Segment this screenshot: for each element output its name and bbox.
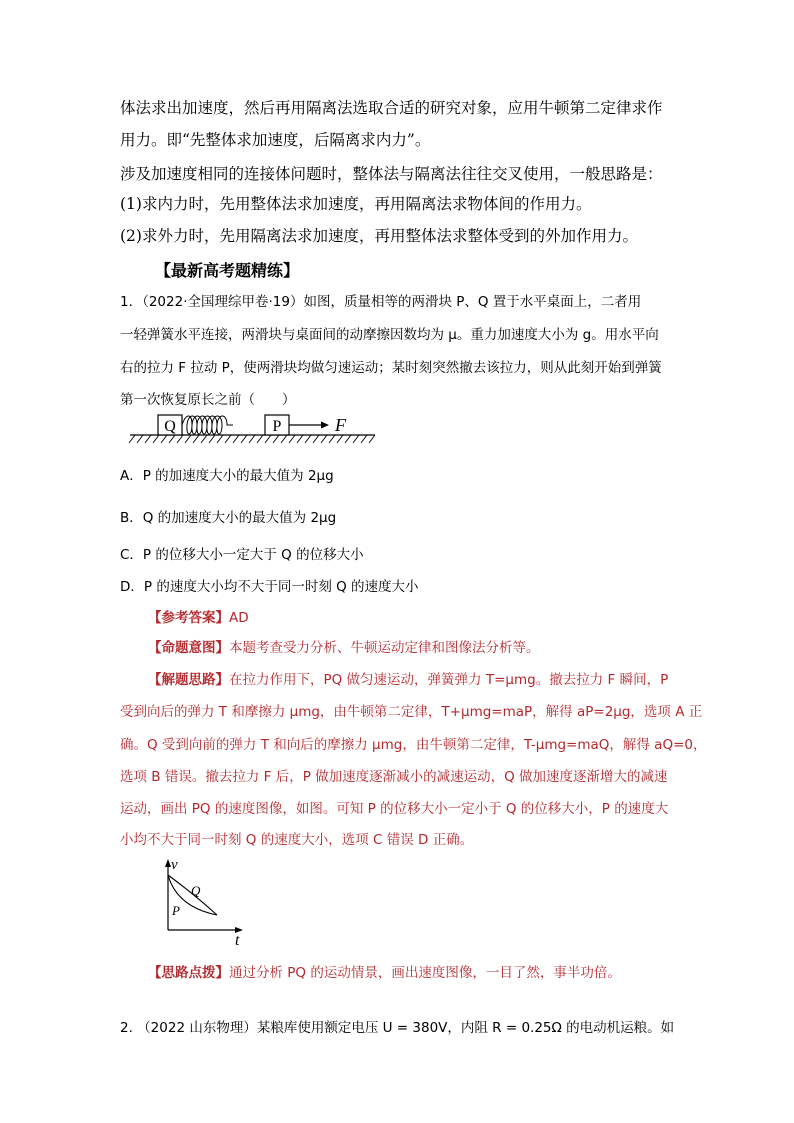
- solution-line: 【解题思路】在拉力作用下，PQ 做匀速运动，弹簧弹力 T=μmg。撤去拉力 F 瞬间，P: [148, 672, 669, 688]
- intent-line: [148, 636, 540, 656]
- solution-line: 确。Q 受到向前的弹力 T 和向后的摩擦力 μmg，由牛顿第二定律，T-μmg=maQ，解得 aQ=0，: [120, 737, 707, 753]
- question-line: 1．（2022·全国理综甲卷·19）如图，质量相等的两滑块 P、Q 置于水平桌面上，二者用: [120, 294, 642, 310]
- block-p-label: P: [272, 418, 282, 435]
- solution-line: 选项 B 错误。撤去拉力 F 后，P 做加速度逐渐减小的减速运动，Q 做加速度逐渐增大的减速: [120, 769, 668, 785]
- curve-label-p: P: [172, 903, 180, 918]
- text-line: 涉及加速度相同的连接体问题时，整体法与隔离法往往交叉使用，一般思路是：: [120, 165, 663, 183]
- option-b: B．Q 的加速度大小的最大值为 2μg: [120, 510, 337, 526]
- question-line: 第一次恢复原长之前（ ）: [120, 392, 296, 408]
- velocity-time-graph: [155, 855, 265, 945]
- spring-block-figure: [125, 412, 385, 452]
- text-line: (1)求内力时，先用整体法求加速度，再用隔离法求物体间的作用力。: [120, 195, 592, 213]
- tip-line: [148, 961, 621, 981]
- intent-tag: 【命题意图】: [148, 640, 229, 656]
- question-line: 右的拉力 F 拉动 P，使两滑块均做匀速运动；某时刻突然撤去该拉力，则从此刻开始到弹簧: [120, 360, 662, 376]
- force-label: F: [335, 415, 346, 435]
- option-a: A．P 的加速度大小的最大值为 2μg: [120, 468, 334, 484]
- solution-line: 受到向后的弹力 T 和摩擦力 μmg，由牛顿第二定律，T+μmg=maP，解得 aP=2μg，选项 A 正: [120, 704, 703, 720]
- option-d: D．P 的速度大小均不大于同一时刻 Q 的速度大小: [120, 579, 419, 595]
- spring: [182, 416, 233, 434]
- question-2-line: 2. （2022 山东物理）某粮库使用额定电压 U = 380V，内阻 R = 0.25Ω 的电动机运粮。如: [120, 1020, 675, 1036]
- answer-text: AD: [229, 610, 249, 626]
- solution-line: 小均不大于同一时刻 Q 的速度大小，选项 C 错误 D 正确。: [120, 832, 474, 848]
- text-line: 体法求出加速度，然后再用隔离法选取合适的研究对象，应用牛顿第二定律求作: [120, 99, 663, 117]
- axis-label-t: t: [235, 932, 240, 945]
- option-c: C．P 的位移大小一定大于 Q 的位移大小: [120, 547, 364, 563]
- answer-line: [148, 606, 249, 626]
- block-q-label: Q: [164, 418, 176, 435]
- axis-label-v: v: [171, 857, 178, 873]
- curve-label-q: Q: [191, 883, 201, 898]
- solution-line: 运动，画出 PQ 的速度图像，如图。可知 P 的位移大小一定小于 Q 的位移大小，P 的速度大: [120, 801, 669, 817]
- question-line: 一轻弹簧水平连接，两滑块与桌面间的动摩擦因数均为 μ。重力加速度大小为 g。用水平向: [120, 327, 659, 343]
- tip-tag: 【思路点拨】: [148, 965, 229, 981]
- answer-tag: 【参考答案】: [148, 610, 229, 626]
- solution-tag: 【解题思路】: [148, 672, 229, 688]
- tip-text: 通过分析 PQ 的运动情景，画出速度图像，一目了然，事半功倍。: [229, 965, 621, 981]
- section-heading: 【最新高考题精练】: [155, 261, 300, 280]
- text-line: 用力。即“先整体求加速度，后隔离求内力”。: [120, 131, 431, 149]
- intent-text: 本题考查受力分析、牛顿运动定律和图像法分析等。: [229, 640, 540, 656]
- text-line: (2)求外力时，先用隔离法求加速度，再用整体法求整体受到的外加作用力。: [120, 227, 638, 245]
